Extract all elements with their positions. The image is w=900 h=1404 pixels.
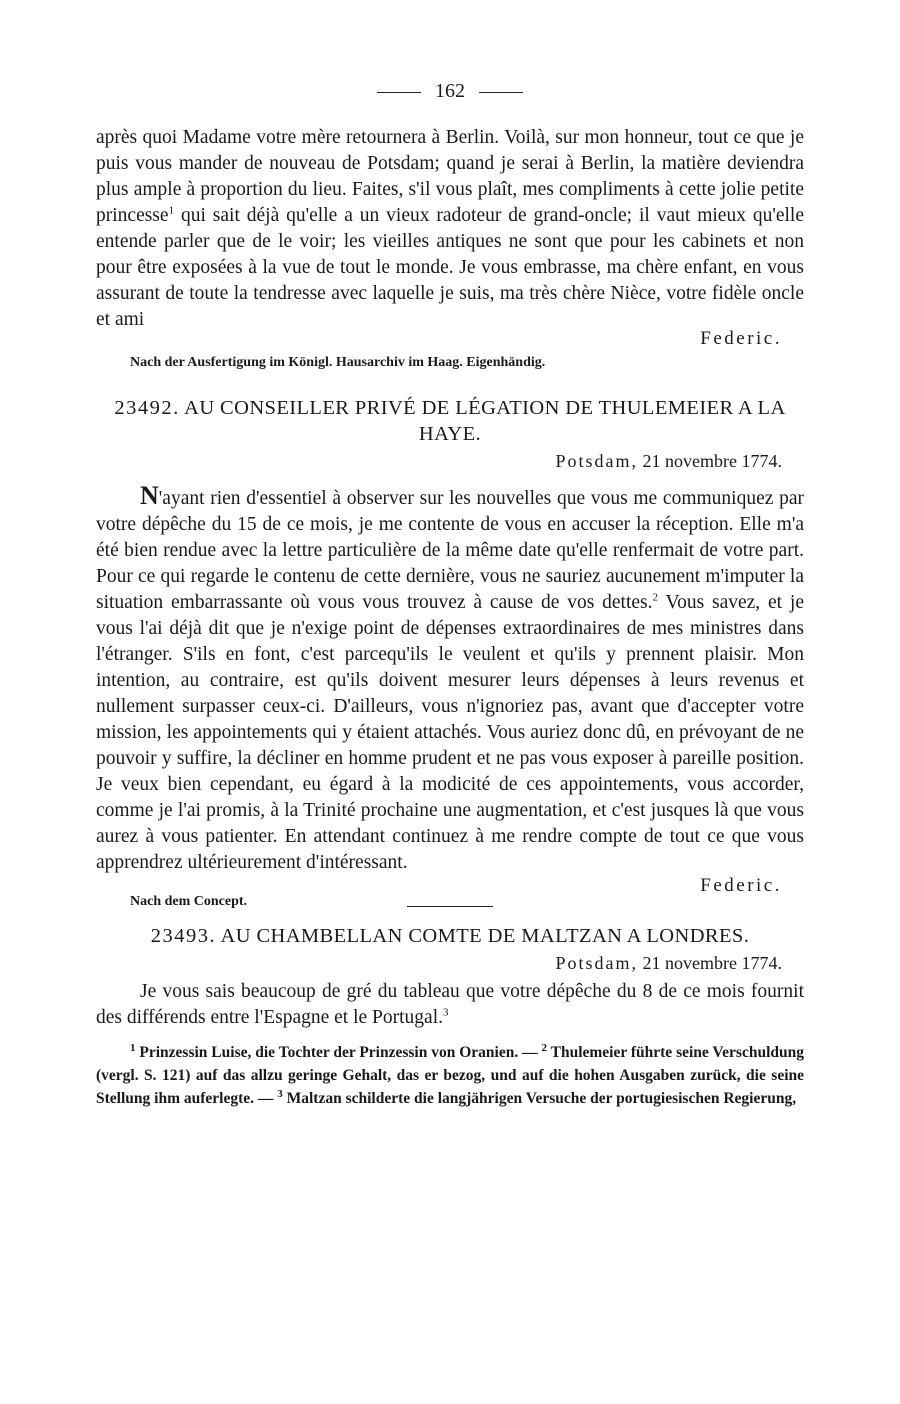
letter2-date: 21 novembre 1774. xyxy=(642,451,782,471)
letter2-dropcap: N xyxy=(140,481,159,510)
letter2-number: 23492. xyxy=(114,397,180,419)
letter2-heading xyxy=(96,395,804,447)
letter3-title: AU CHAMBELLAN COMTE DE MALTZAN A LONDRES. xyxy=(220,925,750,947)
letter3-number: 23493. xyxy=(150,925,217,947)
letter2-place: Potsdam, xyxy=(555,451,639,471)
letter3-place: Potsdam, xyxy=(555,953,639,973)
letter1-body xyxy=(96,125,804,333)
letter3-dateline xyxy=(96,951,782,975)
letter2-title: AU CONSEILLER PRIVÉ DE LÉGATION DE THULEMEIER A LA HAYE. xyxy=(184,397,786,445)
letter3-date: 21 novembre 1774. xyxy=(642,953,782,973)
footnote-mark-1: 1 xyxy=(130,1041,136,1054)
page-header xyxy=(96,80,804,103)
letter1-text-cont: qui sait déjà qu'elle a un vieux radoteur de grand-oncle; il vaut mieux qu'elle entende parler que de le voir; les vieilles antiques ne sont que pour les cabinets et non pour être exposées à la vue de tout le monde. Je vous embrasse, ma chère enfant, en vous assurant de toute la tendresse avec laquelle je suis, ma très chère Nièce, votre fidèle oncle et ami xyxy=(96,205,804,330)
letter1-text: après quoi Madame votre mère retournera à Berlin. Voilà, sur mon honneur, tout ce que je puis vous mander de nouveau de Potsdam; quand je serai à Berlin, la matière deviendra plus ample à proportion du lieu. Faites, s'il vous plaît, mes compliments à cette jolie petite princesse xyxy=(96,127,804,226)
letter2-source-note: Nach dem Concept. xyxy=(130,894,248,909)
footnote-ref-1: 1 xyxy=(168,204,175,217)
section-divider-2 xyxy=(407,906,493,907)
letter3-heading xyxy=(96,923,804,949)
page-number: 162 xyxy=(435,80,465,102)
letter2-signature: Federic. xyxy=(700,875,782,896)
letter1-source-note: Nach der Ausfertigung im Königl. Hausarchiv im Haag. Eigenhändig. xyxy=(130,355,546,370)
footnotes xyxy=(96,1041,804,1110)
footnotes-text xyxy=(96,1041,804,1110)
footnote-2: Thulemeier führte seine Verschuldung (vergl. S. 121) auf das allzu geringe Gehalt, das er bezog, und auf die hohen Ausgaben zurück, die seine Stellung ihm auferlegte. — xyxy=(96,1044,804,1107)
book-page xyxy=(96,80,804,1110)
footnote-ref-3: 3 xyxy=(443,1006,449,1019)
letter2-body xyxy=(96,483,804,876)
header-rule-right xyxy=(479,92,523,93)
letter3-body xyxy=(96,979,804,1031)
letter2-dateline xyxy=(96,449,782,473)
letter3-text: Je vous sais beaucoup de gré du tableau que votre dépêche du 8 de ce mois fournit des différends entre l'Espagne et le Portugal. xyxy=(96,981,804,1028)
header-rule-left xyxy=(377,92,421,93)
footnote-3: Maltzan schilderte die langjährigen Versuche der portugiesischen Regierung, xyxy=(286,1090,797,1107)
footnote-mark-2: 2 xyxy=(541,1041,548,1054)
footnote-1: Prinzessin Luise, die Tochter der Prinzessin von Oranien. — xyxy=(139,1044,538,1061)
footnote-mark-3: 3 xyxy=(277,1087,283,1100)
letter1-signature: Federic. xyxy=(700,328,782,349)
letter2-text-b: Vous savez, et je vous l'ai déjà dit que je n'exige point de dépenses extraordinaires de mes ministres dans l'étranger. S'ils en font, c'est parcequ'ils le veulent et qu'ils y prennent plaisir. Mon intention, au contraire, est qu'ils doivent mesurer leurs dépenses à leurs revenus et nullement surpasser ceux-ci. D'ailleurs, vous n'ignoriez pas, avant que d'accepter votre mission, les appointements qui y étaient attachés. Vous auriez donc dû, en prévoyant de ne pouvoir y suffire, la décliner en homme prudent et ne pas vous exposer à pareille position. Je veux bien cependant, eu égard à la modicité de ces appointements, vous accorder, comme je l'ai promis, à la Trinité prochaine une augmentation, et c'est jusques là que vous aurez à vous patienter. En attendant continuez à me rendre compte de tout ce que vous apprendrez ultérieurement d'intéressant. xyxy=(96,592,804,873)
footnote-ref-2: 2 xyxy=(652,591,659,604)
letter2-text-a: 'ayant rien d'essentiel à observer sur les nouvelles que vous me communiquez par votre dépêche du 15 de ce mois, je me contente de vous en accuser la réception. Elle m'a été bien rendue avec la lettre particulière de la même date qu'elle renfermait de votre part. Pour ce qui regarde le contenu de cette dernière, vous ne sauriez aucunement m'imputer la situation embarrassante où vous vous trouvez à cause de vos dettes. xyxy=(96,488,804,613)
